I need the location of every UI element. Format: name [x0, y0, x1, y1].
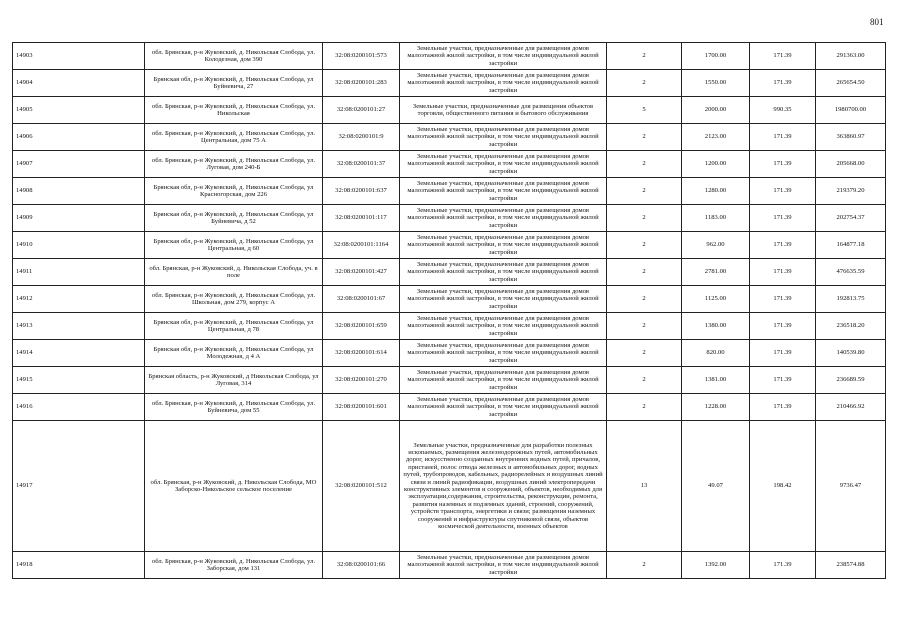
- specific-value-cell: 171.39: [750, 259, 816, 286]
- specific-value-cell: 171.39: [750, 124, 816, 151]
- record-id: 14903: [13, 43, 145, 70]
- address-cell: Брянская обл, р-н Жуковский, д. Никольская Слобода, ул Центральная, д 60: [145, 232, 323, 259]
- category-cell: 2: [607, 313, 682, 340]
- category-cell: 2: [607, 124, 682, 151]
- specific-value-cell: 171.39: [750, 394, 816, 421]
- table-row: [13, 421, 886, 552]
- specific-value-cell: 171.39: [750, 286, 816, 313]
- cadastral-number-cell: 32:08:0200101:427: [323, 259, 400, 286]
- record-id: 14911: [13, 259, 145, 286]
- category-cell: 2: [607, 151, 682, 178]
- record-id: 14917: [13, 421, 145, 552]
- table-row: [13, 367, 886, 394]
- specific-value-cell: 171.39: [750, 151, 816, 178]
- area-cell: 1381.00: [682, 367, 750, 394]
- table-row: [13, 313, 886, 340]
- cadastral-number-cell: 32:08:0200101:67: [323, 286, 400, 313]
- cadastral-number-cell: 32:08:0200101:512: [323, 421, 400, 552]
- record-id: 14916: [13, 394, 145, 421]
- specific-value-cell: 198.42: [750, 421, 816, 552]
- address-cell: обл. Брянская, р-н Жуковский, д. Никольская Слобода, ул. Буйневича, дом 55: [145, 394, 323, 421]
- table-row: [13, 151, 886, 178]
- table-row: [13, 232, 886, 259]
- cadastral-number-cell: 32:08:0200101:573: [323, 43, 400, 70]
- cadastral-number-cell: 32:08:0200101:283: [323, 70, 400, 97]
- cadastral-number-cell: 32:08:0200101:27: [323, 97, 400, 124]
- category-cell: 13: [607, 421, 682, 552]
- category-cell: 2: [607, 232, 682, 259]
- record-id: 14908: [13, 178, 145, 205]
- cadastral-number-cell: 32:08:0200101:601: [323, 394, 400, 421]
- record-id: 14914: [13, 340, 145, 367]
- specific-value-cell: 171.39: [750, 313, 816, 340]
- permitted-use-cell: Земельные участки, предназначенные для размещения объектов торговли, общественного питания и бытового обслуживания: [400, 97, 607, 124]
- category-cell: 2: [607, 552, 682, 579]
- cadastral-value-cell: 205668.00: [816, 151, 886, 178]
- category-cell: 5: [607, 97, 682, 124]
- table-row: [13, 259, 886, 286]
- area-cell: 2781.00: [682, 259, 750, 286]
- address-cell: обл. Брянская, р-н Жуковский, д. Никольская Слобода, МО Заборско-Никольское сельское поселение: [145, 421, 323, 552]
- permitted-use-cell: Земельные участки, предназначенные для размещения домов малоэтажной жилой застройки, в том числе индивидуальной жилой застройки: [400, 178, 607, 205]
- category-cell: 2: [607, 70, 682, 97]
- category-cell: 2: [607, 340, 682, 367]
- table-row: [13, 205, 886, 232]
- permitted-use-cell: Земельные участки, предназначенные для размещения домов малоэтажной жилой застройки, в том числе индивидуальной жилой застройки: [400, 205, 607, 232]
- record-id: 14910: [13, 232, 145, 259]
- cadastral-number-cell: 32:08:0200101:1164: [323, 232, 400, 259]
- cadastral-value-cell: 236518.20: [816, 313, 886, 340]
- area-cell: 1200.00: [682, 151, 750, 178]
- cadastral-number-cell: 32:08:0200101:637: [323, 178, 400, 205]
- address-cell: Брянская обл, р-н Жуковский, д. Никольская Слобода, ул Красногорская, дом 226: [145, 178, 323, 205]
- table-row: [13, 43, 886, 70]
- area-cell: 49.07: [682, 421, 750, 552]
- permitted-use-cell: Земельные участки, предназначенные для размещения домов малоэтажной жилой застройки, в том числе индивидуальной жилой застройки: [400, 124, 607, 151]
- cadastral-value-cell: 265654.50: [816, 70, 886, 97]
- permitted-use-cell: Земельные участки, предназначенные для размещения домов малоэтажной жилой застройки, в том числе индивидуальной жилой застройки: [400, 313, 607, 340]
- record-id: 14912: [13, 286, 145, 313]
- cadastral-value-cell: 219379.20: [816, 178, 886, 205]
- address-cell: Брянская обл, р-н Жуковский, д. Никольская Слобода, ул Буйневича, д 52: [145, 205, 323, 232]
- address-cell: обл. Брянская, р-н Жуковский, д. Никольская Слобода, уч. в поле: [145, 259, 323, 286]
- cadastral-value-cell: 291363.00: [816, 43, 886, 70]
- category-cell: 2: [607, 259, 682, 286]
- permitted-use-cell: Земельные участки, предназначенные для размещения домов малоэтажной жилой застройки, в том числе индивидуальной жилой застройки: [400, 70, 607, 97]
- table-row: [13, 124, 886, 151]
- specific-value-cell: 990.35: [750, 97, 816, 124]
- address-cell: обл. Брянская, р-н Жуковский, д. Никольская Слобода, ул. Школьная, дом 279, корпус А: [145, 286, 323, 313]
- category-cell: 2: [607, 178, 682, 205]
- cadastral-value-cell: 164877.18: [816, 232, 886, 259]
- permitted-use-cell: Земельные участки, предназначенные для размещения домов малоэтажной жилой застройки, в том числе индивидуальной жилой застройки: [400, 552, 607, 579]
- permitted-use-cell: Земельные участки, предназначенные для разработки полезных ископаемых, размещения железнодорожных путей, автомобильных дорог, искусственно созданных внутренних водных путей, причалов, пристаней, полос отвода железных и автомобильных дорог, водных путей, трубопроводов, кабельных, радиорелейных и воздушных линий связи и линий радиофикации, воздушных линий электропередачи конструктивных элементов и сооружений, объектов, необходимых для эксплуатации,содержания, строительства, реконструкции, ремонта, развития наземных и подземных зданий, строений, сооружений, устройств транспорта, энергетики и связи; размещения наземных сооружений и инфраструктуры спутниковой связи, объектов космической деятельности, военных объектов: [400, 421, 607, 552]
- area-cell: 1183.00: [682, 205, 750, 232]
- category-cell: 2: [607, 394, 682, 421]
- cadastral-value-cell: 476635.59: [816, 259, 886, 286]
- cadastral-number-cell: 32:08:0200101:659: [323, 313, 400, 340]
- permitted-use-cell: Земельные участки, предназначенные для размещения домов малоэтажной жилой застройки, в том числе индивидуальной жилой застройки: [400, 394, 607, 421]
- cadastral-value-cell: 1980700.00: [816, 97, 886, 124]
- cadastral-value-cell: 210466.92: [816, 394, 886, 421]
- record-id: 14909: [13, 205, 145, 232]
- table-row: [13, 97, 886, 124]
- permitted-use-cell: Земельные участки, предназначенные для размещения домов малоэтажной жилой застройки, в том числе индивидуальной жилой застройки: [400, 151, 607, 178]
- cadastral-value-cell: 140539.80: [816, 340, 886, 367]
- record-id: 14906: [13, 124, 145, 151]
- area-cell: 1125.00: [682, 286, 750, 313]
- cadastral-number-cell: 32:08:0200101:117: [323, 205, 400, 232]
- cadastral-value-cell: 236689.59: [816, 367, 886, 394]
- address-cell: обл. Брянская, р-н Жуковский, д. Никольская Слобода, ул. Заборская, дом 131: [145, 552, 323, 579]
- table-row: [13, 552, 886, 579]
- specific-value-cell: 171.39: [750, 232, 816, 259]
- cadastral-number-cell: 32:08:0200101:270: [323, 367, 400, 394]
- table-row: [13, 286, 886, 313]
- category-cell: 2: [607, 43, 682, 70]
- record-id: 14904: [13, 70, 145, 97]
- cadastral-value-cell: 9736.47: [816, 421, 886, 552]
- record-id: 14918: [13, 552, 145, 579]
- specific-value-cell: 171.39: [750, 70, 816, 97]
- record-id: 14913: [13, 313, 145, 340]
- category-cell: 2: [607, 367, 682, 394]
- area-cell: 1550.00: [682, 70, 750, 97]
- area-cell: 962.00: [682, 232, 750, 259]
- specific-value-cell: 171.39: [750, 43, 816, 70]
- permitted-use-cell: Земельные участки, предназначенные для размещения домов малоэтажной жилой застройки, в том числе индивидуальной жилой застройки: [400, 367, 607, 394]
- specific-value-cell: 171.39: [750, 340, 816, 367]
- address-cell: Брянская обл, р-н Жуковский, д. Никольская Слобода, ул Центральная, д 78: [145, 313, 323, 340]
- area-cell: 1280.00: [682, 178, 750, 205]
- category-cell: 2: [607, 205, 682, 232]
- area-cell: 2000.00: [682, 97, 750, 124]
- table-row: [13, 340, 886, 367]
- address-cell: обл. Брянская, р-н Жуковский, д. Никольская Слобода, ул. Центральная, дом 75 А: [145, 124, 323, 151]
- address-cell: Брянская обл, р-н Жуковский, д. Никольская Слобода, ул Молодежная, д 4 А: [145, 340, 323, 367]
- record-id: 14905: [13, 97, 145, 124]
- permitted-use-cell: Земельные участки, предназначенные для размещения домов малоэтажной жилой застройки, в том числе индивидуальной жилой застройки: [400, 286, 607, 313]
- table-row: [13, 70, 886, 97]
- page-number: 801: [870, 17, 884, 27]
- specific-value-cell: 171.39: [750, 552, 816, 579]
- area-cell: 820.00: [682, 340, 750, 367]
- cadastral-number-cell: 32:08:0200101:66: [323, 552, 400, 579]
- cadastral-value-cell: 192813.75: [816, 286, 886, 313]
- area-cell: 1700.00: [682, 43, 750, 70]
- area-cell: 2123.00: [682, 124, 750, 151]
- address-cell: Брянская область, р-н Жуковский, д Никольская Слобода, ул Луговая, 314: [145, 367, 323, 394]
- cadastral-value-cell: 238574.88: [816, 552, 886, 579]
- specific-value-cell: 171.39: [750, 205, 816, 232]
- record-id: 14915: [13, 367, 145, 394]
- address-cell: обл. Брянская, р-н Жуковский, д. Никольская Слобода, ул. Колодезная, дом 390: [145, 43, 323, 70]
- address-cell: Брянская обл, р-н Жуковский, д. Никольская Слобода, ул Буйневича, 27: [145, 70, 323, 97]
- table-row: [13, 178, 886, 205]
- cadastral-number-cell: 32:08:0200101:9: [323, 124, 400, 151]
- permitted-use-cell: Земельные участки, предназначенные для размещения домов малоэтажной жилой застройки, в том числе индивидуальной жилой застройки: [400, 43, 607, 70]
- address-cell: обл. Брянская, р-н Жуковский, д. Никольская Слобода, ул. Луговая, дом 240-Б: [145, 151, 323, 178]
- specific-value-cell: 171.39: [750, 178, 816, 205]
- cadastral-value-table: [12, 42, 886, 579]
- area-cell: 1228.00: [682, 394, 750, 421]
- area-cell: 1380.00: [682, 313, 750, 340]
- permitted-use-cell: Земельные участки, предназначенные для размещения домов малоэтажной жилой застройки, в том числе индивидуальной жилой застройки: [400, 232, 607, 259]
- cadastral-value-cell: 363860.97: [816, 124, 886, 151]
- cadastral-number-cell: 32:08:0200101:37: [323, 151, 400, 178]
- category-cell: 2: [607, 286, 682, 313]
- permitted-use-cell: Земельные участки, предназначенные для размещения домов малоэтажной жилой застройки, в том числе индивидуальной жилой застройки: [400, 340, 607, 367]
- address-cell: обл. Брянская, р-н Жуковский, д. Никольская Слобода, ул. Никольская: [145, 97, 323, 124]
- permitted-use-cell: Земельные участки, предназначенные для размещения домов малоэтажной жилой застройки, в том числе индивидуальной жилой застройки: [400, 259, 607, 286]
- area-cell: 1392.00: [682, 552, 750, 579]
- table-row: [13, 394, 886, 421]
- cadastral-value-cell: 202754.37: [816, 205, 886, 232]
- cadastral-number-cell: 32:08:0200101:614: [323, 340, 400, 367]
- specific-value-cell: 171.39: [750, 367, 816, 394]
- record-id: 14907: [13, 151, 145, 178]
